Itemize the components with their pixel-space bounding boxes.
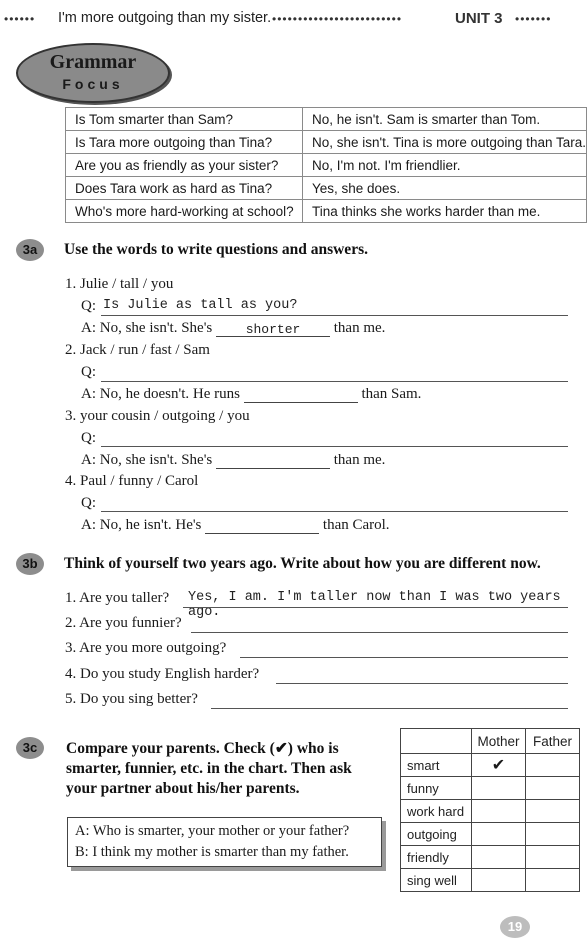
header-dots-left: •••••• (4, 12, 36, 26)
dialog-line-a: A: Who is smarter, your mother or your father? (75, 823, 350, 839)
exercise-3b-marker: 3b (16, 553, 44, 575)
table-cell: Are you as friendly as your sister? (66, 154, 303, 177)
table-cell: Yes, she does. (303, 177, 587, 200)
instruction-line: Compare your parents. Check (✔) who is (66, 740, 339, 757)
answer-row (81, 452, 385, 469)
table-row (66, 131, 587, 154)
check-cell-father[interactable] (526, 754, 580, 777)
item-question: 5. Do you sing better? (65, 691, 198, 707)
instruction-line: your partner about his/her parents. (66, 780, 300, 797)
question-label: Q: (81, 430, 96, 446)
answer-suffix: than Carol. (322, 517, 390, 533)
check-cell-father[interactable] (526, 846, 580, 869)
table-cell: No, I'm not. I'm friendlier. (303, 154, 587, 177)
row-label: sing well (401, 869, 472, 892)
table-row (66, 177, 587, 200)
table-cell: Does Tara work as hard as Tina? (66, 177, 303, 200)
item-question: 1. Are you taller? (65, 590, 170, 606)
check-cell-father[interactable] (526, 869, 580, 892)
table-cell: Is Tara more outgoing than Tina? (66, 131, 303, 154)
table-row (401, 869, 580, 892)
dialog-line-b: B: I think my mother is smarter than my father. (75, 844, 349, 860)
answer-line[interactable] (101, 511, 568, 512)
answer-suffix: than Sam. (361, 386, 422, 402)
badge-title: Grammar (49, 51, 137, 73)
instruction-line: smarter, funnier, etc. in the chart. Then ask (66, 760, 352, 777)
table-row (401, 846, 580, 869)
check-cell-mother[interactable] (472, 846, 526, 869)
row-label: smart (401, 754, 472, 777)
item-question: 2. Are you funnier? (65, 615, 182, 631)
exercise-3a-marker: 3a (16, 239, 44, 261)
row-label: work hard (401, 800, 472, 823)
item-prompt: 3. your cousin / outgoing / you (65, 408, 250, 424)
check-cell-mother[interactable] (472, 800, 526, 823)
exercise-3a-instruction: Use the words to write questions and answers. (64, 241, 368, 258)
check-cell-father[interactable] (526, 823, 580, 846)
question-answer[interactable]: Is Julie as tall as you? (103, 298, 298, 313)
answer-line (101, 315, 568, 316)
answer-prefix: A: No, he isn't. He's (81, 517, 202, 533)
table-row (401, 800, 580, 823)
check-cell-mother[interactable] (472, 823, 526, 846)
unit-label: UNIT 3 (455, 10, 503, 27)
question-label: Q: (81, 364, 96, 380)
question-label: Q: (81, 495, 96, 511)
comparison-chart (400, 728, 580, 892)
column-header-father: Father (526, 729, 580, 754)
check-cell-mother[interactable] (472, 869, 526, 892)
column-header-mother: Mother (472, 729, 526, 754)
table-row (401, 777, 580, 800)
answer-fill[interactable] (205, 519, 319, 534)
answer-fill[interactable] (244, 388, 358, 403)
example-dialog-box (67, 817, 382, 867)
grammar-table (65, 107, 587, 223)
answer-line[interactable] (101, 446, 568, 447)
answer-line[interactable] (211, 708, 568, 709)
exercise-3b-instruction: Think of yourself two years ago. Write about how you are different now. (64, 555, 541, 572)
item-question: 4. Do you study English harder? (65, 666, 260, 682)
answer-line[interactable] (240, 657, 568, 658)
table-cell: Is Tom smarter than Sam? (66, 108, 303, 131)
chart-header-row (401, 729, 580, 754)
page-number: 19 (500, 916, 530, 938)
table-row (66, 108, 587, 131)
answer-prefix: A: No, she isn't. She's (81, 452, 213, 468)
row-label: friendly (401, 846, 472, 869)
answer-row (81, 320, 385, 337)
table-row (66, 154, 587, 177)
check-cell-father[interactable] (526, 777, 580, 800)
header-dots-right: ••••••• (515, 12, 552, 26)
table-row (401, 823, 580, 846)
check-cell-mother[interactable] (472, 777, 526, 800)
row-label: outgoing (401, 823, 472, 846)
item-answer[interactable]: Yes, I am. I'm taller now than I was two years ago. (188, 590, 561, 620)
answer-line[interactable] (191, 632, 568, 633)
answer-fill[interactable]: shorter (216, 322, 330, 337)
page-header (0, 8, 587, 30)
table-cell: Who's more hard-working at school? (66, 200, 303, 223)
item-prompt: 2. Jack / run / fast / Sam (65, 342, 210, 358)
check-cell-mother[interactable]: ✔ (472, 754, 526, 777)
question-label: Q: (81, 298, 96, 314)
answer-line[interactable] (276, 683, 568, 684)
answer-suffix: than me. (333, 320, 386, 336)
table-cell: Tina thinks she works harder than me. (303, 200, 587, 223)
item-prompt: 1. Julie / tall / you (65, 276, 174, 292)
table-row (66, 200, 587, 223)
answer-fill[interactable] (216, 454, 330, 469)
exercise-3c-marker: 3c (16, 737, 44, 759)
grammar-focus-badge (16, 43, 170, 103)
check-cell-father[interactable] (526, 800, 580, 823)
answer-line (183, 607, 568, 608)
answer-row (81, 517, 390, 534)
header-title: I'm more outgoing than my sister. (58, 10, 272, 26)
empty-header-cell (401, 729, 472, 754)
item-question: 3. Are you more outgoing? (65, 640, 227, 656)
answer-line[interactable] (101, 381, 568, 382)
header-dots-middle: ••••••••••••••••••••••••• (272, 12, 403, 26)
exercise-3c-instruction (66, 739, 352, 799)
answer-prefix: A: No, she isn't. She's (81, 320, 213, 336)
row-label: funny (401, 777, 472, 800)
answer-prefix: A: No, he doesn't. He runs (81, 386, 240, 402)
answer-row (81, 386, 421, 403)
table-cell: No, he isn't. Sam is smarter than Tom. (303, 108, 587, 131)
table-cell: No, she isn't. Tina is more outgoing than Tara. (303, 131, 587, 154)
item-prompt: 4. Paul / funny / Carol (65, 473, 199, 489)
badge-subtitle: Focus (62, 76, 124, 92)
answer-suffix: than me. (333, 452, 386, 468)
table-row (401, 754, 580, 777)
